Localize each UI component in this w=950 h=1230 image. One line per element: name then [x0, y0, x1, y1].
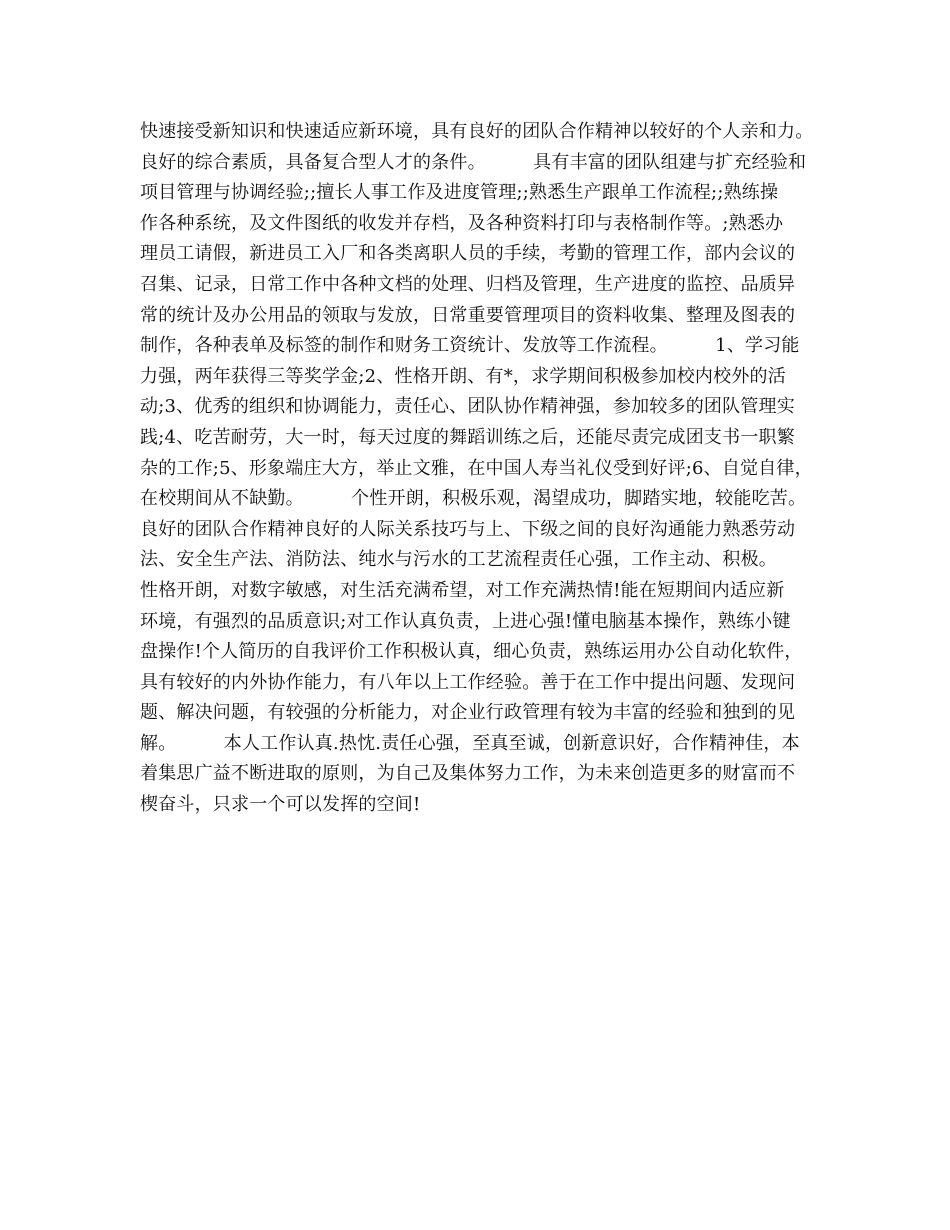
- text-line: 召集、记录，日常工作中各种文档的处理、归档及管理，生产进度的监控、品质异: [140, 273, 796, 295]
- text-line: 楔奋斗，只求一个可以发挥的空间!: [140, 794, 421, 816]
- text-line: 践;4、吃苦耐劳，大一时，每天过度的舞蹈训练之后，还能尽责完成团支书一职繁: [140, 426, 795, 448]
- text-line: 良好的综合素质，具备复合型人才的条件。 具有丰富的团队组建与扩充经验和: [140, 151, 807, 173]
- body-text: [140, 117, 840, 821]
- text-line: 具有较好的内外协作能力，有八年以上工作经验。善于在工作中提出问题、发现问: [140, 671, 796, 693]
- text-line: 杂的工作;5、形象端庄大方，举止文雅，在中国人寿当礼仪受到好评;6、自觉自律，: [140, 457, 813, 479]
- text-line: 力强，两年获得三等奖学金;2、性格开朗、有*，求学期间积极参加校内校外的活: [140, 365, 786, 387]
- text-line: 常的统计及办公用品的领取与发放，日常重要管理项目的资料收集、整理及图表的: [140, 304, 796, 326]
- text-line: 盘操作!个人简历的自我评价工作积极认真，细心负责，熟练运用办公自动化软件，: [140, 641, 803, 663]
- text-line: 理员工请假，新进员工入厂和各类离职人员的手续，考勤的管理工作，部内会议的: [140, 243, 796, 265]
- text-line: 着集思广益不断进取的原则，为自己及集体努力工作，为未来创造更多的财富而不: [140, 763, 796, 785]
- text-line: 动;3、优秀的组织和协调能力，责任心、团队协作精神强，参加较多的团队管理实: [140, 396, 795, 418]
- text-line: 题、解决问题，有较强的分析能力，对企业行政管理有较为丰富的经验和独到的见: [140, 702, 796, 724]
- text-line: 制作，各种表单及标签的制作和财务工资统计、发放等工作流程。 1、学习能: [140, 335, 800, 357]
- text-line: 作各种系统，及文件图纸的收发并存档，及各种资料打印与表格制作等。;熟悉办: [140, 212, 784, 234]
- text-line: 性格开朗，对数字敏感，对生活充满希望，对工作充满热情!能在短期间内适应新: [140, 579, 785, 601]
- text-line: 解。 本人工作认真.热忱.责任心强，至真至诚，创新意识好，合作精神佳，本: [140, 732, 800, 754]
- text-line: 在校期间从不缺勤。 个性开朗，积极乐观，渴望成功，脚踏实地，较能吃苦。: [140, 488, 807, 510]
- text-line: 快速接受新知识和快速适应新环境，具有良好的团队合作精神以较好的个人亲和力。: [140, 121, 814, 142]
- text-line: 法、安全生产法、消防法、纯水与污水的工艺流程责任心强，工作主动、积极。: [140, 549, 777, 571]
- text-line: 良好的团队合作精神良好的人际关系技巧与上、下级之间的良好沟通能力熟悉劳动: [140, 518, 796, 540]
- text-line: 项目管理与协调经验;;擅长人事工作及进度管理;;熟悉生产跟单工作流程;;熟练操: [140, 182, 779, 204]
- text-line: 环境，有强烈的品质意识;对工作认真负责，上进心强!懂电脑基本操作，熟练小键: [140, 610, 791, 632]
